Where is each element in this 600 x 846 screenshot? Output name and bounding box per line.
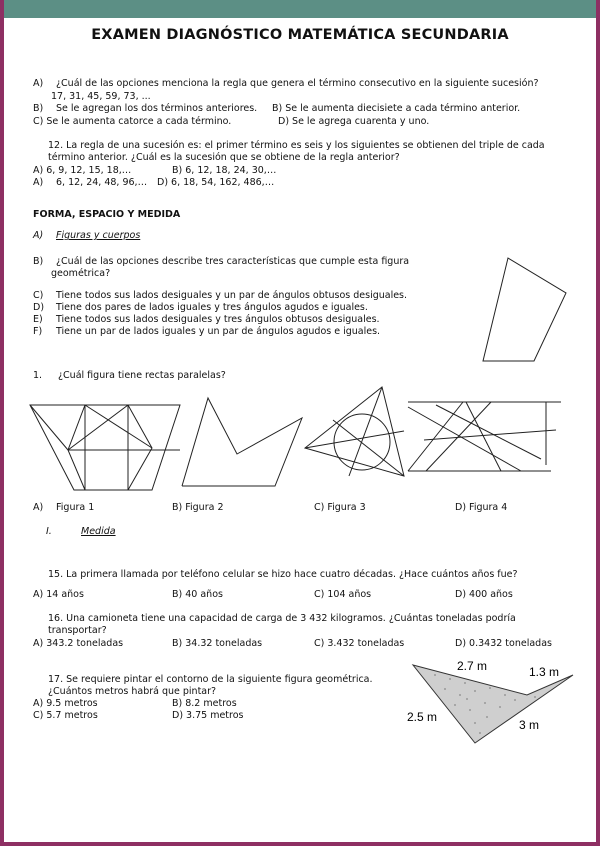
q-seq-opt-b-marker: B) — [33, 103, 44, 114]
page-title: EXAMEN DIAGNÓSTICO MATEMÁTICA SECUNDARIA — [91, 27, 509, 43]
q-par-marker: 1. — [33, 370, 43, 381]
sub-a-marker: A) — [33, 230, 44, 241]
q17-opt-c: C) 5.7 metros — [33, 710, 98, 721]
q-par-text: ¿Cuál figura tiene rectas paralelas? — [58, 370, 226, 381]
q17-opt-a: A) 9.5 metros — [33, 698, 98, 709]
q-fig-opt-c-marker: C) — [33, 290, 44, 301]
q-seq-text: ¿Cuál de las opciones menciona la regla que genera el término consecutivo en la siguiente sucesión? — [56, 78, 539, 89]
q-fig-opt-c: Tiene todos sus lados desiguales y un par de ángulos obtusos desiguales. — [56, 290, 408, 301]
q-fig-opt-e-marker: E) — [33, 314, 43, 325]
fig-opt-b: B) Figura 2 — [172, 502, 224, 513]
q-seq-opt-b2: B) Se le aumenta diecisiete a cada término anterior. — [272, 103, 521, 114]
q-seq-opt-b: Se le agregan los dos términos anteriores. — [56, 103, 258, 114]
fig-opt-a-marker: A) — [33, 502, 44, 513]
q-fig-line2: geométrica? — [51, 268, 111, 279]
q-fig-opt-d-marker: D) — [33, 302, 45, 313]
sub-a-label: Figuras y cuerpos — [56, 230, 141, 241]
label-3m: 3 m — [519, 718, 540, 732]
sub-medida-marker: I. — [46, 526, 52, 537]
label-2-5m: 2.5 m — [407, 710, 438, 724]
q15-opt-c: C) 104 años — [314, 589, 372, 600]
q-fig-opt-f-marker: F) — [33, 326, 43, 337]
q15-opt-b: B) 40 años — [172, 589, 223, 600]
q-fig-opt-e: Tiene todos sus lados desiguales y tres ángulos obtusos desiguales. — [56, 314, 380, 325]
q16-opt-b: B) 34.32 toneladas — [172, 638, 263, 649]
q16-opt-d: D) 0.3432 toneladas — [455, 638, 552, 649]
q17-line2: ¿Cuántos metros habrá que pintar? — [48, 686, 217, 697]
q-fig-opt-d: Tiene dos pares de lados iguales y tres ángulos agudos e iguales. — [56, 302, 368, 313]
q17-line1: 17. Se requiere pintar el contorno de la siguiente figura geométrica. — [48, 674, 373, 685]
q12-opt-a: A) 6, 9, 12, 15, 18,… — [33, 165, 132, 176]
section-heading: FORMA, ESPACIO Y MEDIDA — [33, 209, 181, 220]
q12-line1: 12. La regla de una sucesión es: el primer término es seis y los siguientes se obtienen del triple de cada — [48, 140, 545, 151]
q15-text: 15. La primera llamada por teléfono celular se hizo hace cuatro décadas. ¿Hace cuántos años fue? — [48, 569, 518, 580]
q15-opt-d: D) 400 años — [455, 589, 513, 600]
fig-opt-a: Figura 1 — [56, 502, 95, 513]
sub-medida-label: Medida — [81, 526, 116, 537]
fig-opt-d: D) Figura 4 — [455, 502, 508, 513]
q-fig-opt-f: Tiene un par de lados iguales y un par de ángulos agudos e iguales. — [56, 326, 381, 337]
q12-opt-d: D) 6, 18, 54, 162, 486,… — [157, 177, 275, 188]
q-fig-marker: B) — [33, 256, 44, 267]
q-seq-opt-c: C) Se le aumenta catorce a cada término. — [33, 116, 232, 127]
label-1-3m: 1.3 m — [529, 665, 560, 679]
fig-opt-c: C) Figura 3 — [314, 502, 366, 513]
q16-opt-c: C) 3.432 toneladas — [314, 638, 405, 649]
q15-opt-a: A) 14 años — [33, 589, 84, 600]
q-seq-sequence: 17, 31, 45, 59, 73, ... — [51, 91, 151, 102]
figure-2 — [180, 396, 305, 491]
q12-opt-a2-marker: A) — [33, 177, 44, 188]
q12-line2: término anterior. ¿Cuál es la sucesión que se obtiene de la regla anterior? — [48, 152, 400, 163]
q17-shape-figure — [405, 655, 580, 755]
q17-opt-b: B) 8.2 metros — [172, 698, 237, 709]
q12-opt-b: B) 6, 12, 18, 24, 30,… — [172, 165, 277, 176]
q16-line2: transportar? — [48, 625, 107, 636]
q16-opt-a: A) 343.2 toneladas — [33, 638, 124, 649]
q-seq-opt-d: D) Se le agrega cuarenta y uno. — [278, 116, 430, 127]
figure-4 — [406, 395, 566, 475]
q12-opt-a2: 6, 12, 24, 48, 96,… — [56, 177, 148, 188]
label-2-7m: 2.7 m — [457, 659, 488, 673]
q-seq-marker: A) — [33, 78, 44, 89]
quadrilateral-figure — [480, 255, 570, 365]
q17-opt-d: D) 3.75 metros — [172, 710, 244, 721]
q-fig-line1: ¿Cuál de las opciones describe tres características que cumple esta figura — [56, 256, 410, 267]
figure-1 — [28, 400, 183, 492]
q16-line1: 16. Una camioneta tiene una capacidad de carga de 3 432 kilogramos. ¿Cuántas toneladas podría — [48, 613, 516, 624]
figure-3 — [302, 384, 407, 494]
